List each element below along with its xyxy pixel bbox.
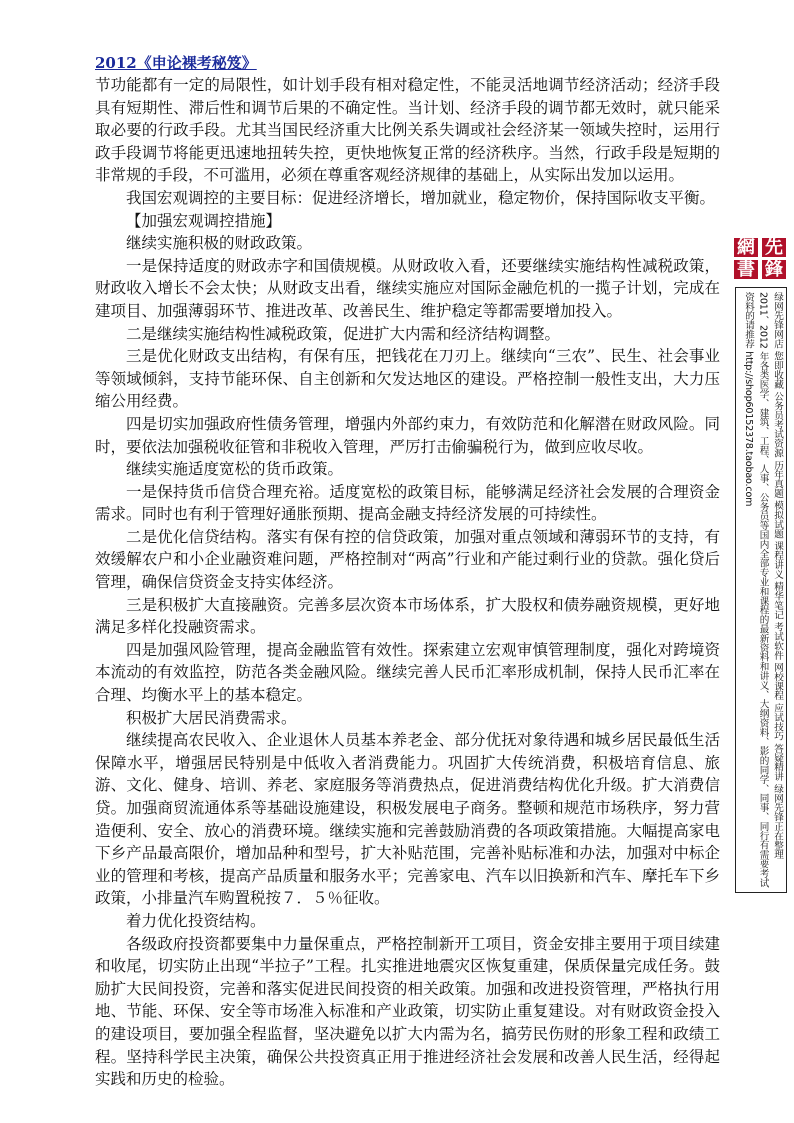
paragraph: 继续实施积极的财政政策。 <box>126 234 313 253</box>
paragraph: 节功能都有一定的局限性，如计划手段有相对稳定性，不能灵活地调节经济活动；经济手段具有短期性、滞后性和调节后果的不确定性。当计划、经济手段的调节都无效时，就只能采取必要的行政手段。尤其当国民经济重大比例关系失调或社会经济某一领域失控时，运用行政手段调节将能更迅速地扭转失控，更快地恢复正常的经济秩序。当然，行政手段是短期的非常规的手段，不可滥用，必须在尊重客观经济规律的基础上，从实际出发加以运用。 <box>95 76 720 185</box>
page-header: 2012《申论裸考秘笈》 <box>95 54 257 72</box>
logo-char: 網 <box>734 238 758 257</box>
paragraph: 继续提高农民收入、企业退休人员基本养老金、部分优抚对象待遇和城乡居民最低生活保障水平，增强居民特别是中低收入者消费能力。巩固扩大传统消费，积极培育信息、旅游、文化、健身、培训、养老、家庭服务等消费热点，促进消费结构优化升级。扩大消费信贷。加强商贸流通体系等基础设施建设，积极发展电子商务。整顿和规范市场秩序，努力营造便利、安全、放心的消费环境。继续实施和完善鼓励消费的各项政策措施。大幅提高家电下乡产品最高限价，增加品种和型号，扩大补贴范围，完善补贴标准和办法，加强对中标企业的管理和考核，提高产品质量和服务水平；完善家电、汽车以旧换新和汽车、摩托车下乡政策，小排量汽车购置税按７．５％征收。 <box>95 731 720 908</box>
sidebar-ad-text: 绿网先锋网店 您即收藏 公务员考试资源 历年真题 模拟试题 课程讲义 精华笔记 考试软件 网校课程 应试技巧 答疑精讲 绿网先锋正在整理 2011、2012 年各类医学、建筑、工程、人事、公务员等国内全部专业和课程的最新资料和讲义、大纲资料、影的同学、同事、同行有需要考试资料的请推荐 http://shop60152378.taobao.com <box>743 292 783 888</box>
paragraph: 四是加强风险管理，提高金融监管有效性。探索建立宏观审慎管理制度，强化对跨境资本流动的有效监控，防范各类金融风险。继续完善人民币汇率形成机制，保持人民币汇率在合理、均衡水平上的基本稳定。 <box>95 640 720 705</box>
paragraph: 我国宏观调控的主要目标：促进经济增长，增加就业，稳定物价，保持国际收支平衡。 <box>126 188 716 207</box>
logo-char: 鋒 <box>762 260 786 279</box>
paragraph: 三是优化财政支出结构，有保有压，把钱花在刀刃上。继续向“三农”、民生、社会事业等领域倾斜，支持节能环保、自主创新和欠发达地区的建设。严格控制一般性支出，大力压缩公用经费。 <box>95 347 720 411</box>
paragraph: 二是继续实施结构性减税政策，促进扩大内需和经济结构调整。 <box>126 324 561 343</box>
paragraph: 三是积极扩大直接融资。完善多层次资本市场体系，扩大股权和债券融资规模，更好地满足多样化投融资需求。 <box>95 595 720 637</box>
paragraph: 二是优化信贷结构。落实有保有控的信贷政策，加强对重点领域和薄弱环节的支持，有效缓解农户和小企业融资难问题，严格控制对“两高”行业和产能过剩行业的贷款。强化贷后管理，确保信贷资金支持实体经济。 <box>95 527 720 592</box>
section-heading: 【加强宏观调控措施】 <box>126 211 282 230</box>
paragraph: 积极扩大居民消费需求。 <box>126 708 297 727</box>
paragraph: 各级政府投资都要集中力量保重点，严格控制新开工项目，资金安排主要用于项目续建和收尾，切实防止出现“半拉子”工程。扎实推进地震灾区恢复重建，保质保量完成任务。鼓励扩大民间投资，完善和落实促进民间投资的相关政策。加强和改进投资管理，严格执行用地、节能、环保、安全等市场准入标准和产业政策，切实防止重复建设。对有财政资金投入的建设项目，要加强全程监督，坚决避免以扩大内需为名，搞劳民伤财的形象工程和政绩工程。坚持科学民主决策，确保公共投资真正用于推进经济社会发展和改善人民生活，经得起实践和历史的检验。 <box>95 934 720 1089</box>
paragraph: 一是保持货币信贷合理充裕。适度宽松的政策目标，能够满足经济社会发展的合理资金需求。同时也有利于管理好通胀预期、提高金融支持经济发展的可持续性。 <box>95 482 720 524</box>
logo-char: 書 <box>734 260 758 279</box>
paragraph: 四是切实加强政府性债务管理，增强内外部约束力，有效防范和化解潜在财政风险。同时，要依法加强税收征管和非税收入管理，严厉打击偷骗税行为，做到应收尽收。 <box>95 414 720 456</box>
paragraph: 继续实施适度宽松的货币政策。 <box>126 460 344 479</box>
xianfeng-shuwang-logo[interactable] <box>734 238 788 282</box>
logo-char: 先 <box>762 238 786 257</box>
paragraph: 着力优化投资结构。 <box>126 911 266 930</box>
document-body <box>95 74 720 1091</box>
sidebar-advertisement[interactable] <box>735 287 787 893</box>
paragraph: 一是保持适度的财政赤字和国债规模。从财政收入看，还要继续实施结构性减税政策，财政收入增长不会太快；从财政支出看，继续实施应对国际金融危机的一揽子计划，完成在建项目、加强薄弱环节、推进改革、改善民生、维护稳定等都需要增加投入。 <box>95 256 720 320</box>
